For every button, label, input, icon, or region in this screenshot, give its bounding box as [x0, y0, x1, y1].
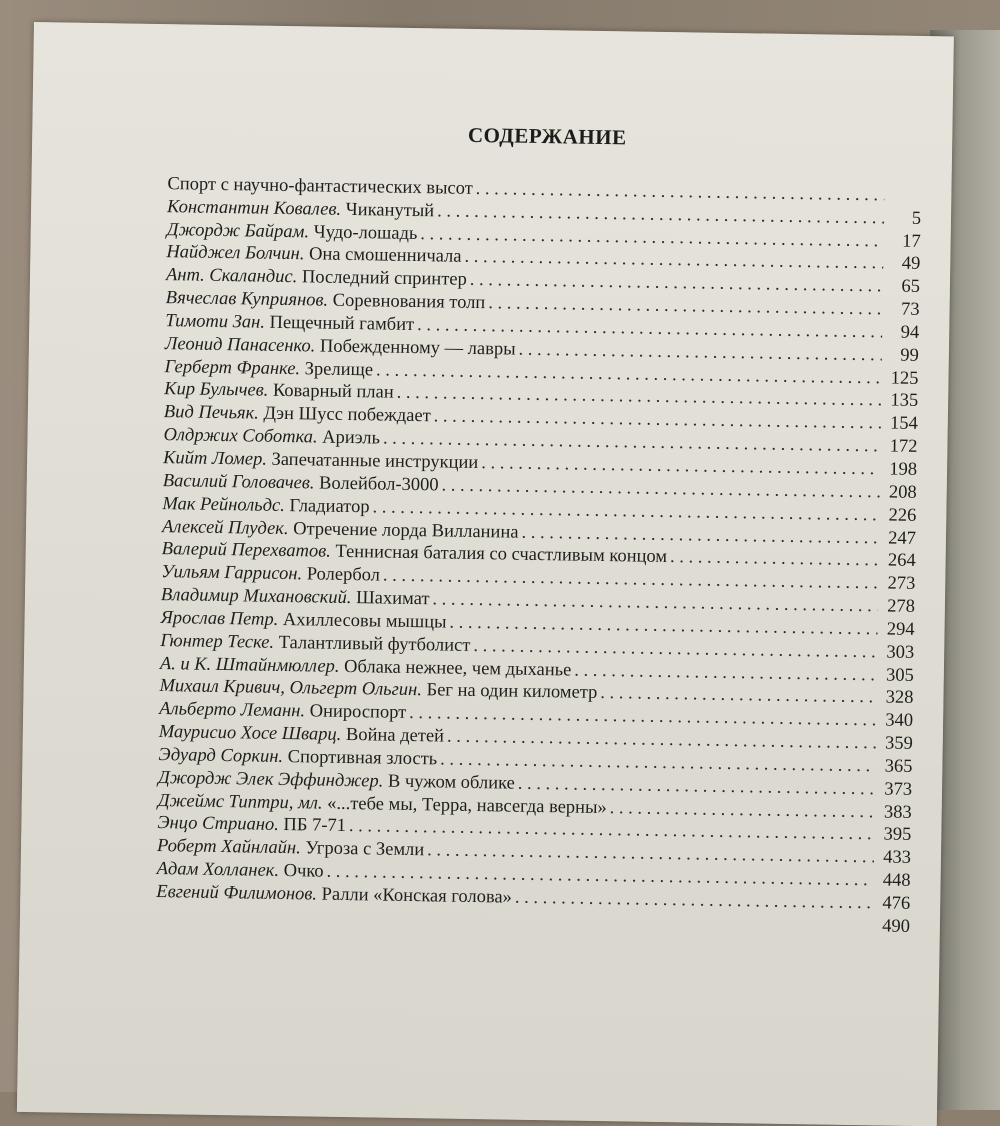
- toc-page-number: 490: [876, 915, 910, 938]
- toc-entry-text: [165, 310, 414, 336]
- toc-work-title: Побежденному — лавры: [320, 336, 516, 359]
- toc-page-number: 135: [884, 390, 918, 413]
- toc-author: Кир Булычев.: [164, 380, 268, 402]
- dot-leader: [600, 682, 876, 708]
- toc-page-number: 373: [878, 778, 912, 801]
- toc-page-number: 65: [886, 276, 920, 299]
- toc-author: Герберт Франке.: [164, 357, 300, 379]
- toc-author: Энцо Стриано.: [157, 814, 279, 836]
- book-page: [17, 22, 954, 1126]
- toc-page-number: 49: [886, 253, 920, 276]
- toc-page-number: 264: [881, 550, 915, 573]
- toc-work-title: Война детей: [346, 725, 444, 747]
- dot-leader: [610, 797, 875, 823]
- toc-work-title: ПБ 7-71: [283, 815, 346, 836]
- toc-author: Адам Холланек.: [157, 859, 280, 881]
- toc-page-number: 273: [881, 573, 915, 596]
- toc-author: Найджел Болчин.: [166, 242, 304, 264]
- toc-work-title: Талантливый футболист: [279, 633, 471, 656]
- toc-work-title: В чужом облике: [388, 771, 515, 793]
- toc-author: Роберт Хайнлайн.: [157, 836, 301, 858]
- toc-author: Валерий Перехватов.: [162, 539, 331, 562]
- toc-entry-text: [158, 744, 437, 770]
- toc-author: Вячеслав Куприянов.: [166, 288, 329, 311]
- toc-page-number: 305: [880, 664, 914, 687]
- toc-author: Джордж Элек Эффинджер.: [158, 768, 383, 792]
- toc-author: Михаил Кривич, Ольгерт Ольгин.: [159, 676, 422, 700]
- toc-author: Эдуард Соркин.: [158, 745, 283, 767]
- toc-author: Альберто Леманн.: [159, 699, 305, 721]
- toc-author: Ант. Скаландис.: [166, 265, 298, 287]
- toc-page-number: 172: [883, 436, 917, 459]
- toc-entry-text: [162, 493, 370, 518]
- toc-page-number: 17: [886, 230, 920, 253]
- toc-page-number: 328: [879, 687, 913, 710]
- toc-page-number: 99: [885, 344, 919, 367]
- toc-author: Кийт Ломер.: [163, 448, 267, 470]
- toc-page-number: 395: [877, 824, 911, 847]
- toc-page-number: 226: [882, 504, 916, 527]
- toc-work-title: Ролербол: [307, 565, 380, 586]
- toc-page-number: 208: [883, 481, 917, 504]
- toc-entry-text: [157, 858, 324, 883]
- page-title: СОДЕРЖАНИЕ: [32, 116, 952, 155]
- toc-author: Уильям Гаррисон.: [161, 562, 302, 584]
- toc-author: Вид Печьяк.: [164, 402, 259, 423]
- toc-work-title: Последний спринтер: [302, 267, 467, 290]
- toc-author: Евгений Филимонов.: [156, 882, 317, 905]
- toc-work-title: Запечатанные инструкции: [271, 450, 478, 473]
- toc-page-number: 125: [884, 367, 918, 390]
- toc-entry-text: [159, 721, 445, 747]
- toc-author: Алексей Плудек.: [162, 517, 289, 539]
- toc-author: А. и К. Штайнмюллер.: [160, 654, 340, 677]
- toc-author: Василий Головачев.: [163, 471, 315, 493]
- table-of-contents: [156, 172, 922, 938]
- toc-work-title: Соревнования толп: [333, 291, 486, 313]
- toc-work-title: Пещечный гамбит: [269, 313, 414, 335]
- toc-work-title: Спорт с научно-фантастических высот: [167, 174, 473, 199]
- toc-entry-text: [163, 470, 439, 496]
- toc-work-title: Очко: [284, 861, 324, 882]
- toc-work-title: Чудо-лошадь: [314, 222, 418, 244]
- toc-work-title: Ахиллесовы мышцы: [283, 610, 447, 633]
- toc-author: Владимир Михановский.: [161, 585, 352, 608]
- toc-page-number: 247: [882, 527, 916, 550]
- toc-author: Гюнтер Теске.: [160, 631, 274, 653]
- toc-work-title: Онироспорт: [310, 702, 407, 724]
- toc-author: Олдржих Соботка.: [163, 425, 317, 447]
- toc-work-title: Спортивная злость: [288, 747, 438, 769]
- toc-work-title: Она смошенничала: [309, 245, 462, 267]
- dot-leader: [670, 546, 879, 571]
- toc-page-number: 303: [880, 641, 914, 664]
- toc-author: Константин Ковалев.: [167, 197, 341, 220]
- toc-entry-text: [159, 698, 406, 724]
- toc-entry-text: [167, 196, 434, 222]
- toc-author: Маурисио Хосе Шварц.: [159, 722, 342, 745]
- toc-entry-text: [163, 424, 380, 449]
- toc-author: Джеймс Типтри, мл.: [158, 791, 323, 814]
- toc-page-number: 433: [877, 847, 911, 870]
- toc-author: Мак Рейнольдс.: [162, 494, 285, 516]
- toc-work-title: Угроза с Земли: [305, 839, 424, 861]
- toc-page-number: 73: [885, 298, 919, 321]
- toc-entry-text: [167, 219, 418, 245]
- toc-author: Джордж Байрам.: [167, 220, 310, 242]
- toc-page-number: 359: [879, 732, 913, 755]
- toc-entry-text: [160, 607, 446, 633]
- toc-page-number: 448: [876, 869, 910, 892]
- toc-page-number: 294: [880, 618, 914, 641]
- toc-work-title: Волейбол-3000: [319, 473, 439, 495]
- toc-page-number: 383: [878, 801, 912, 824]
- toc-author: Тимоти Зан.: [165, 311, 265, 333]
- toc-author: Ярослав Петр.: [160, 608, 278, 630]
- toc-work-title: Ариэль: [322, 428, 380, 449]
- toc-work-title: Облака нежнее, чем дыханье: [344, 657, 572, 681]
- toc-entry-text: [164, 356, 373, 381]
- toc-work-title: Теннисная баталия со счастливым концом: [335, 542, 667, 567]
- toc-page-number: 94: [885, 321, 919, 344]
- toc-page-number: 5: [887, 207, 921, 230]
- toc-work-title: Зрелище: [305, 359, 374, 380]
- toc-page-number: 340: [879, 710, 913, 733]
- toc-page-number: 198: [883, 458, 917, 481]
- toc-page-number: 365: [878, 755, 912, 778]
- toc-work-title: Гладиатор: [289, 496, 369, 517]
- toc-work-title: Отречение лорда Вилланина: [293, 519, 519, 543]
- toc-work-title: Шахимат: [356, 588, 430, 609]
- toc-work-title: Бег на один километр: [426, 681, 597, 704]
- toc-work-title: Дэн Шусс побеждает: [263, 404, 431, 427]
- toc-entry-text: [157, 835, 425, 861]
- toc-work-title: «...тебе мы, Терра, навсегда верны»: [327, 793, 607, 817]
- toc-work-title: Чиканутый: [346, 200, 435, 221]
- toc-work-title: Ралли «Конская голова»: [321, 885, 512, 908]
- toc-page-number: 476: [876, 892, 910, 915]
- toc-entry-text: [161, 561, 380, 586]
- toc-entry-text: [157, 813, 346, 838]
- toc-work-title: Коварный план: [273, 381, 394, 403]
- toc-entry-text: [164, 401, 431, 427]
- toc-page-number: 278: [881, 595, 915, 618]
- toc-entry-text: [164, 379, 394, 405]
- toc-author: Леонид Панасенко.: [165, 334, 316, 356]
- toc-page-number: 154: [884, 413, 918, 436]
- toc-entry-text: [161, 584, 430, 610]
